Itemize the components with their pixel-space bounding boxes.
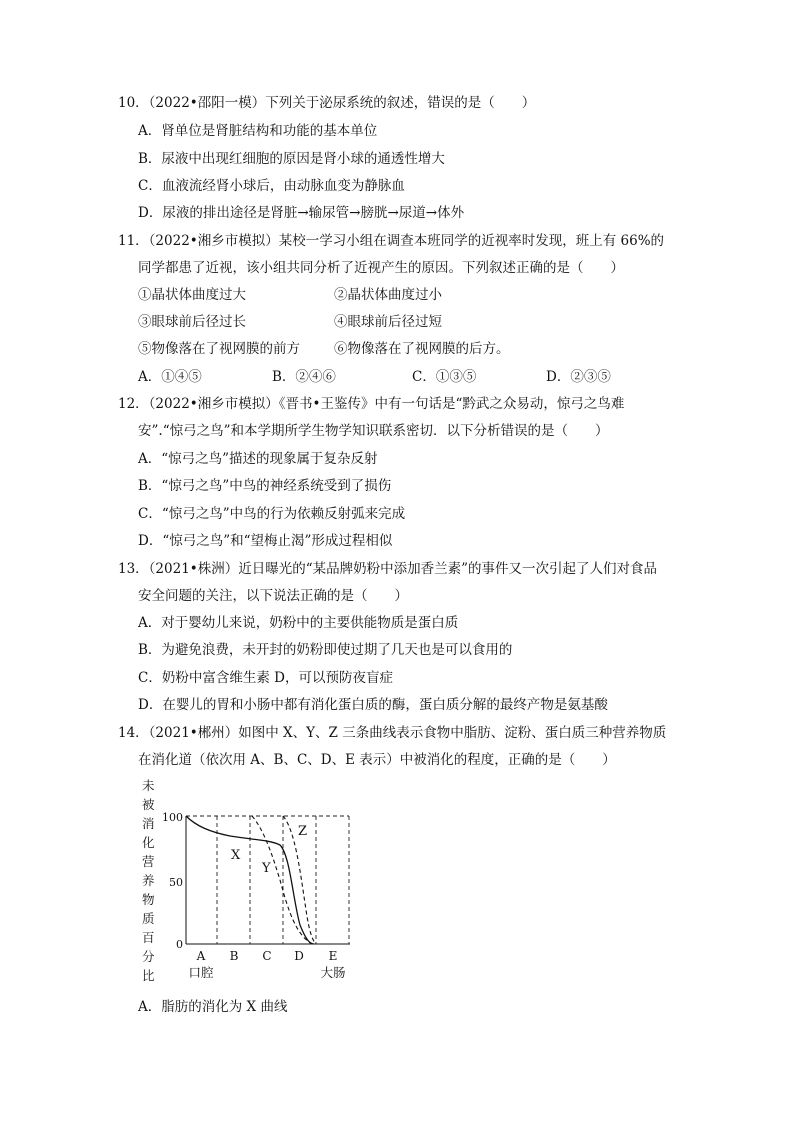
section-note-large-intestine: 大肠 xyxy=(320,965,346,980)
question-11-option-c: C．①③⑤ xyxy=(412,369,477,385)
digestion-curve-figure xyxy=(130,770,370,990)
statement-2: ②晶状体曲度过小 xyxy=(334,287,442,303)
y-tick-50: 50 xyxy=(169,876,183,889)
question-13-option-b: B．为避免浪费，未开封的奶粉即使过期了几天也是可以食用的 xyxy=(138,642,513,658)
question-13-option-d: D．在婴儿的胃和小肠中都有消化蛋白质的酶，蛋白质分解的最终产物是氨基酸 xyxy=(138,697,608,713)
y-tick-100: 100 xyxy=(162,811,183,824)
question-11-option-a: A．①④⑤ xyxy=(138,369,202,385)
question-13-option-c: C．奶粉中富含维生素 D，可以预防夜盲症 xyxy=(138,670,393,686)
statement-6: ⑥物像落在了视网膜的后方。 xyxy=(334,341,510,357)
y-label-char: 营 xyxy=(142,854,155,869)
question-13-stem-line-1: 13．（2021•株洲）近日曝光的“某品牌奶粉中添加香兰素”的事件又一次引起了人们对食品 xyxy=(118,561,658,577)
curve-label-y: Y xyxy=(262,861,271,876)
statement-5: ⑤物像落在了视网膜的前方 xyxy=(138,341,300,357)
question-12-option-b: B．“惊弓之鸟”中鸟的神经系统受到了损伤 xyxy=(138,478,392,494)
question-12-option-d: D．“惊弓之鸟”和“望梅止渴”形成过程相似 xyxy=(138,533,393,549)
question-11-option-b: B．②④⑥ xyxy=(272,369,336,385)
question-14-stem-line-2: 在消化道（依次用 A、B、C、D、E 表示）中被消化的程度，正确的是（ ） xyxy=(138,752,616,768)
question-13-option-a: A．对于婴幼儿来说，奶粉中的主要供能物质是蛋白质 xyxy=(138,615,459,631)
question-10-option-d: D．尿液的排出途径是肾脏→输尿管→膀胱→尿道→体外 xyxy=(138,205,465,221)
section-label-e: E xyxy=(328,949,338,963)
statement-3: ③眼球前后径过长 xyxy=(138,314,246,330)
y-label-char: 被 xyxy=(142,797,155,812)
section-label-b: B xyxy=(229,949,239,963)
section-dividers xyxy=(186,816,349,944)
question-12-stem-line-2: 安”.“惊弓之鸟”和本学期所学生物学知识联系密切．以下分析错误的是（ ） xyxy=(138,423,609,439)
y-label-char: 养 xyxy=(142,873,155,888)
question-11-stem-line-2: 同学都患了近视，该小组共同分析了近视产生的原因。下列叙述正确的是（ ） xyxy=(138,260,624,276)
question-10-option-c: C．血液流经肾小球后，由动脉血变为静脉血 xyxy=(138,178,405,194)
section-label-c: C xyxy=(262,949,272,963)
question-10-option-b: B．尿液中出现红细胞的原因是肾小球的通透性增大 xyxy=(138,151,445,167)
question-11-option-d: D．②③⑤ xyxy=(546,369,611,385)
question-10-stem: 10．（2022•邵阳一模）下列关于泌尿系统的叙述，错误的是（ ） xyxy=(118,95,536,111)
y-axis-label xyxy=(142,778,155,983)
question-12-option-c: C．“惊弓之鸟”中鸟的行为依赖反射弧来完成 xyxy=(138,506,406,522)
question-10-option-a: A．肾单位是肾脏结构和功能的基本单位 xyxy=(138,123,378,139)
y-label-char: 分 xyxy=(142,949,155,964)
question-12-option-a: A．“惊弓之鸟”描述的现象属于复杂反射 xyxy=(138,451,378,467)
y-tick-0: 0 xyxy=(176,938,183,951)
section-label-d: D xyxy=(294,949,304,963)
y-label-char: 消 xyxy=(142,816,155,831)
y-label-char: 物 xyxy=(142,892,155,907)
y-label-char: 百 xyxy=(142,930,155,945)
statement-1: ①晶状体曲度过大 xyxy=(138,287,246,303)
curve-label-z: Z xyxy=(298,824,308,839)
question-12-stem-line-1: 12．（2022•湘乡市模拟）《晋书•王鉴传》中有一句话是“黔武之众易动，惊弓之鸟难 xyxy=(118,396,625,412)
y-label-char: 未 xyxy=(142,778,155,793)
question-11-stem-line-1: 11．（2022•湘乡市模拟）某校一学习小组在调查本班同学的近视率时发现，班上有 66%的 xyxy=(118,233,665,249)
y-label-char: 比 xyxy=(142,968,155,983)
y-label-char: 质 xyxy=(142,911,155,926)
statement-4: ④眼球前后径过短 xyxy=(334,314,442,330)
curve-label-x: X xyxy=(231,848,241,863)
section-label-a: A xyxy=(196,949,206,963)
question-14-option-a: A．脂肪的消化为 X 曲线 xyxy=(138,999,288,1015)
question-13-stem-line-2: 安全问题的关注，以下说法正确的是（ ） xyxy=(138,588,408,604)
y-label-char: 化 xyxy=(142,835,155,850)
section-note-mouth: 口腔 xyxy=(188,965,214,980)
question-14-stem-line-1: 14．（2021•郴州）如图中 X、Y、Z 三条曲线表示食物中脂肪、淀粉、蛋白质三种营养物质 xyxy=(118,725,667,741)
